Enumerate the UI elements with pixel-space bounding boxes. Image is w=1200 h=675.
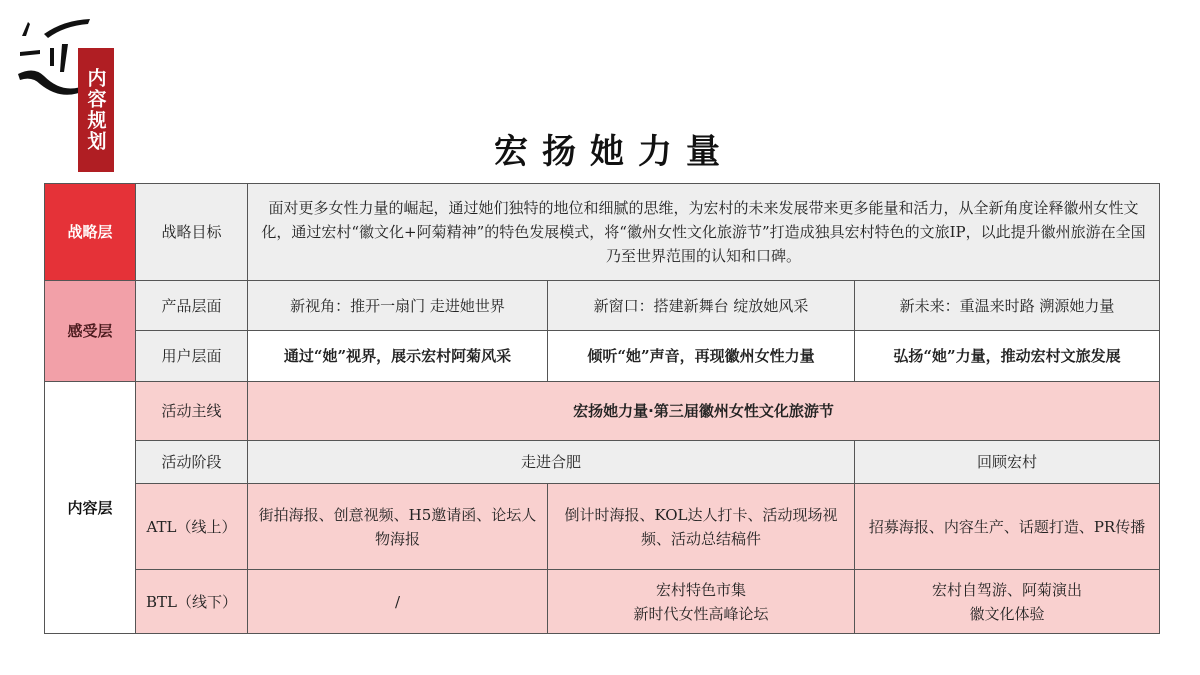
content-planning-table bbox=[44, 183, 1160, 634]
atl-cell: 倒计时海报、KOL达人打卡、活动现场视频、活动总结稿件 bbox=[548, 484, 855, 570]
table-row bbox=[45, 382, 1160, 441]
layer-label-strategy: 战略层 bbox=[45, 184, 136, 281]
table-row bbox=[45, 184, 1160, 281]
table-row bbox=[45, 281, 1160, 331]
user-cell: 通过“她”视界，展示宏村阿菊风采 bbox=[248, 331, 548, 382]
strategy-goal-text: 面对更多女性力量的崛起，通过她们独特的地位和细腻的思维，为宏村的未来发展带来更多能量和活力，从全新角度诠释徽州女性文化，通过宏村“徽文化+阿菊精神”的特色发展模式，将“徽州女性文化旅游节”打造成独具宏村特色的文旅IP，以此提升徽州旅游在全国乃至世界范围的认知和口碑。 bbox=[248, 184, 1160, 281]
row-label-product: 产品层面 bbox=[136, 281, 248, 331]
table-row bbox=[45, 331, 1160, 382]
product-cell: 新视角：推开一扇门 走进她世界 bbox=[248, 281, 548, 331]
btl-cell bbox=[548, 570, 855, 634]
row-label-user: 用户层面 bbox=[136, 331, 248, 382]
row-label-btl: BTL（线下） bbox=[136, 570, 248, 634]
user-cell: 倾听“她”声音，再现徽州女性力量 bbox=[548, 331, 855, 382]
user-cell: 弘扬“她”力量，推动宏村文旅发展 bbox=[855, 331, 1160, 382]
btl-line: 宏村特色市集 bbox=[655, 580, 746, 599]
stage-cell: 回顾宏村 bbox=[855, 441, 1160, 484]
atl-cell: 街拍海报、创意视频、H5邀请函、论坛人物海报 bbox=[248, 484, 548, 570]
btl-cell bbox=[855, 570, 1160, 634]
row-label-atl: ATL（线上） bbox=[136, 484, 248, 570]
stage-cell: 走进合肥 bbox=[248, 441, 855, 484]
page-title: 宏扬她力量 bbox=[494, 132, 734, 172]
product-cell: 新未来：重温来时路 溯源她力量 bbox=[855, 281, 1160, 331]
row-label-stages: 活动阶段 bbox=[136, 441, 248, 484]
btl-cell: / bbox=[248, 570, 548, 634]
btl-line: 徽文化体验 bbox=[969, 604, 1045, 623]
layer-label-perception: 感受层 bbox=[45, 281, 136, 382]
section-badge: 内容规划 bbox=[78, 48, 114, 172]
row-label-goal: 战略目标 bbox=[136, 184, 248, 281]
table-row bbox=[45, 570, 1160, 634]
main-line-text: 宏扬她力量·第三届徽州女性文化旅游节 bbox=[248, 382, 1160, 441]
table-row bbox=[45, 484, 1160, 570]
product-cell: 新窗口：搭建新舞台 绽放她风采 bbox=[548, 281, 855, 331]
atl-cell: 招募海报、内容生产、话题打造、PR传播 bbox=[855, 484, 1160, 570]
btl-line: 宏村自驾游、阿菊演出 bbox=[932, 580, 1083, 599]
table-row bbox=[45, 441, 1160, 484]
row-label-mainline: 活动主线 bbox=[136, 382, 248, 441]
layer-label-content: 内容层 bbox=[45, 382, 136, 634]
btl-line: 新时代女性高峰论坛 bbox=[633, 604, 769, 623]
